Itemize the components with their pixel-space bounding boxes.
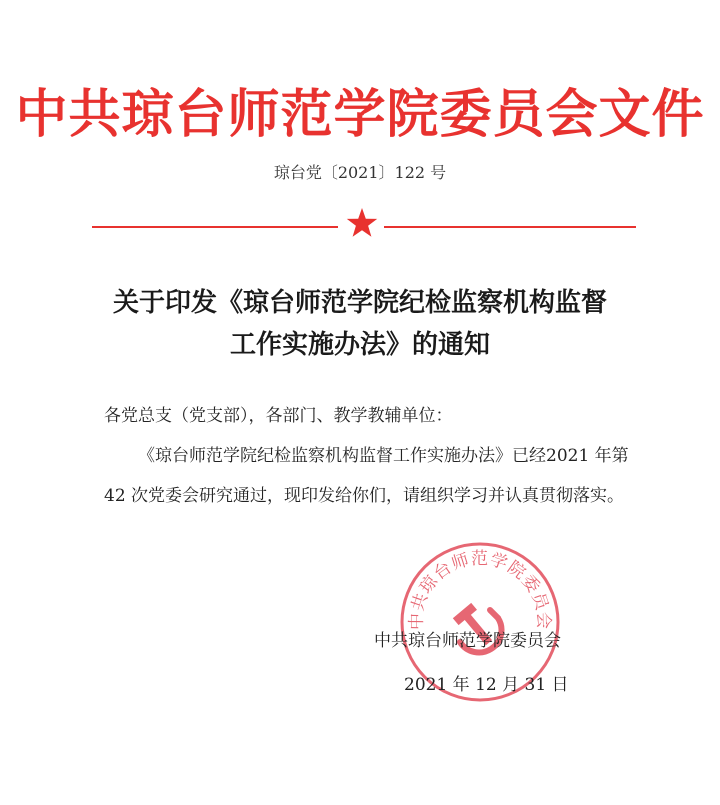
signature-organization: 中共琼台师范学院委员会 xyxy=(374,631,561,651)
document-date: 2021 年 12 月 31 日 xyxy=(404,675,569,695)
red-divider-left xyxy=(92,226,338,228)
document-number: 琼台党〔2021〕122 号 xyxy=(273,163,447,182)
document-header-title: 中共琼台师范学院委员会文件 xyxy=(15,85,705,145)
svg-text:中共琼台师范学院委员会 xyxy=(407,549,553,630)
seal-text: 中共琼台师范学院委员会 xyxy=(406,549,554,631)
star-icon xyxy=(346,207,378,239)
red-divider-right xyxy=(384,226,636,228)
notice-title-line-2: 工作实施办法》的通知 xyxy=(229,330,490,360)
salutation: 各党总支（党支部），各部门、教学教辅单位： xyxy=(104,406,453,426)
notice-title xyxy=(0,282,720,366)
notice-title-line-1: 关于印发《琼台师范学院纪检监察机构监督 xyxy=(112,288,607,318)
body-paragraph: 《琼台师范学院纪检监察机构监督工作实施办法》已经2021 年第 42 次党委会研究通过，现印发给你们，请组织学习并认真贯彻落实。 xyxy=(104,446,629,506)
